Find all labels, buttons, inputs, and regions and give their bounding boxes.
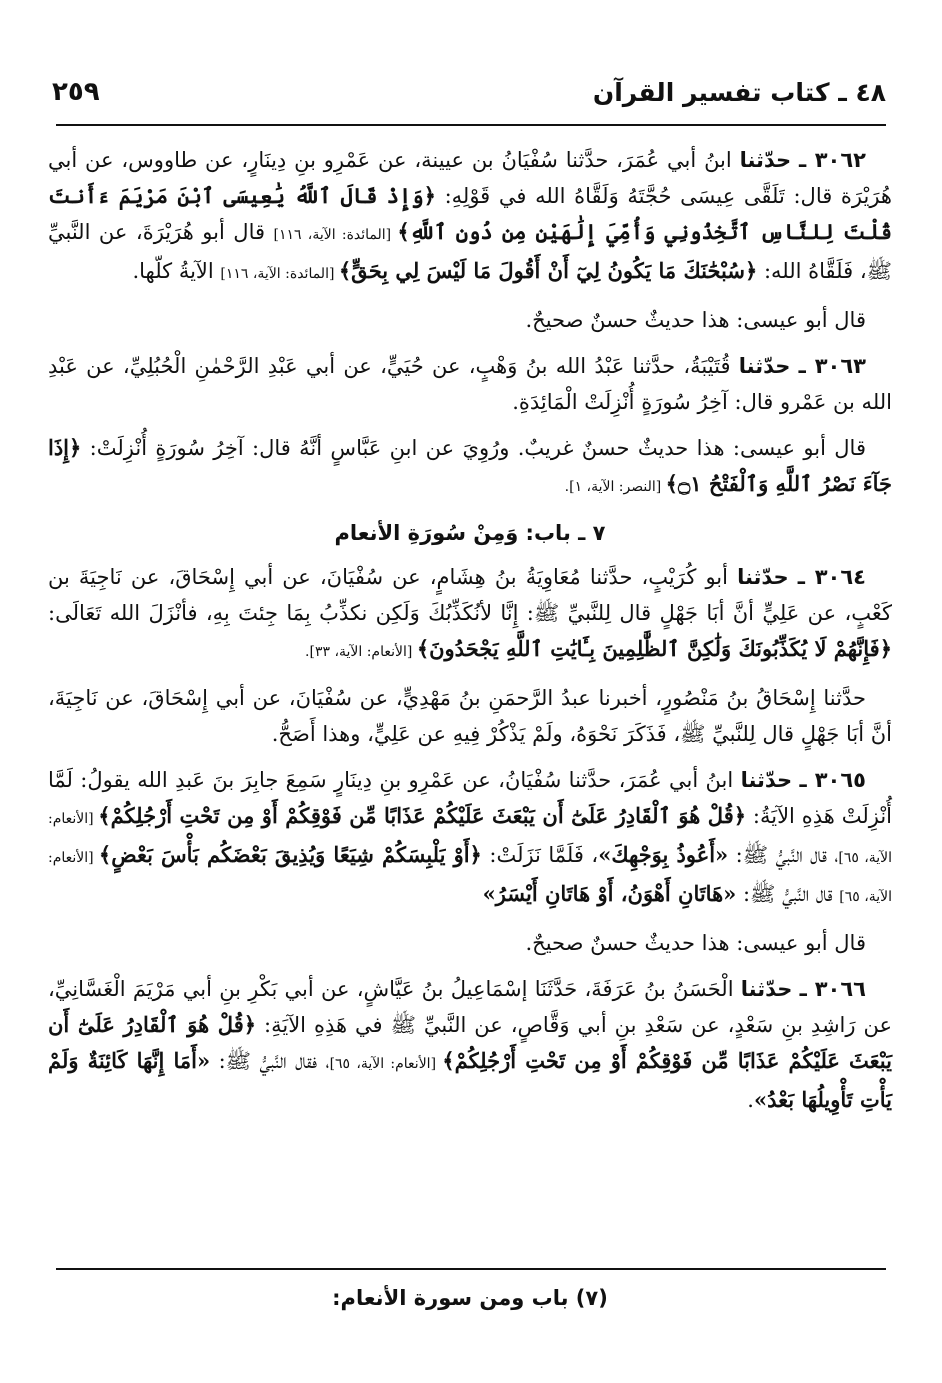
hadith-text: ابنُ أبي عُمَرَ، حدَّثنا سُفْيَانُ، عن عَمْرِو بنِ دِينَارٍ سَمِعَ جابِرَ بنَ عَبدِ الله يقولُ: لَمَّا أُنْزِلَتْ هَذِهِ الآيَةُ:	[48, 768, 892, 828]
quran-verse: ﴿سُبْحَٰنَكَ مَا يَكُونُ لِيٓ أَنْ أَقُولَ مَا لَيْسَ لِي بِحَقٍّ﴾	[338, 258, 758, 283]
hadith-opening: حدّثنا	[740, 768, 793, 792]
hadith-3063	[48, 348, 892, 420]
hadith-text: أبو كُرَيْبٍ، حدَّثنا مُعَاوِيَةُ بنُ هِشَامٍ، عن سُفْيَانَ، عن أبي إِسْحَاقَ، عن نَاجِيَةَ بن كَعْبٍ، عن عَلِيٍّ أنَّ أبَا جَهْلٍ قال لِلنَّبيِّ ﷺ: إِنَّا لأنُكَذِّبُكَ وَلَكِن نكذِّبُ بِمَا جِئتَ بِهِ، فأنْزَلَ الله تَعَالَى:	[48, 565, 892, 625]
hadith-number: ٣٠٦٦ ـ	[799, 977, 866, 1001]
chapter-heading: ٧ ـ باب: وَمِنْ سُورَةِ الأنعام	[334, 521, 606, 545]
quran-verse: ﴿قُلْ هُوَ ٱلْقَادِرُ عَلَىٰٓ أَن يَبْعَثَ عَلَيْكُمْ عَذَابًا مِّن فَوْقِكُمْ أَوْ مِن تَحْتِ أَرْجُلِكُمْ﴾	[98, 803, 747, 828]
hadith-opening: حدّثنا	[737, 565, 789, 589]
verse-reference: [الأنعام: الآية، ٦٥]	[48, 811, 892, 866]
hadith-text: الْحَسَنُ بنُ عَرَفَةَ، حَدَّثَنَا إسْمَاعِيلُ بنُ عَيَّاشٍ، عن أبي بَكْرِ بنِ أبي مَرْيَمَ الْغَسَّانِيِّ، عن رَاشِدِ بنِ سَعْدٍ، عن سَعْدِ بنِ أبي وَقَّاصٍ، عن النَّبيِّ ﷺ في هَذِهِ الآيَةِ:	[48, 977, 893, 1037]
grading-3062: قال أبو عيسى: هذا حديثٌ حسنٌ صحيحٌ.	[525, 308, 866, 332]
verse-reference: [المائدة: الآية، ١١٦]	[220, 266, 339, 282]
hadith-opening: حدّثنا	[739, 148, 792, 172]
verse-reference: [الأنعام: الآية، ٣٣].	[305, 644, 417, 660]
hadith-number: ٣٠٦٥ ـ	[799, 768, 866, 792]
hadith-text: قال النَّبيُّ ﷺ:	[736, 882, 840, 906]
verse-reference: [النصر: الآية، ١].	[564, 479, 666, 495]
hadith-3064	[48, 559, 892, 670]
hadith-opening: حدّثنا	[738, 354, 791, 378]
hadith-text: .	[747, 1088, 754, 1112]
hadith-3064-chain: حدَّثنا إِسْحَاقُ بنُ مَنْصُورٍ، أخبرنا عبدُ الرَّحمَنِ بنُ مَهْدِيٍّ، عن سُفْيَانَ، عن أبي إِسْحَاقَ، عن نَاجِيَةَ، أنَّ أبَا جَهْلٍ قال لِلنَّبيِّ ﷺ، فَذَكَرَ نَحْوَهُ، ولَمْ يَذْكُرْ فِيهِ عن عَلِيٍّ، وهذا أَصَحُّ.	[48, 686, 892, 746]
hadith-text: ، فقال النَّبيُّ ﷺ:	[210, 1049, 330, 1073]
quran-verse: ﴿وَإِذْ قَالَ ٱللَّهُ يَٰعِيسَى ٱبْنَ مَرْيَمَ ءَأَنتَ قُلْتَ لِلنَّاسِ ٱتَّخِذُونِي وَأُمِّيَ إِلَٰهَيْنِ مِن دُونِ ٱللَّهِ﴾	[48, 183, 893, 244]
running-head	[52, 72, 886, 112]
hadith-opening: حدّثنا	[740, 977, 793, 1001]
header-rule	[56, 124, 886, 126]
prophet-saying: «هَاتَانِ أَهْوَنُ، أَوْ هَاتَانِ أَيْسَرُ»	[482, 881, 737, 906]
grading-3065: قال أبو عيسى: هذا حديثٌ حسنٌ صحيحٌ.	[525, 931, 866, 955]
hadith-text: ، قال النَّبيُّ ﷺ:	[728, 843, 839, 867]
hadith-3065	[48, 762, 892, 915]
prophet-saying: «أَمَا إِنَّهَا كَائِنَةٌ وَلَمْ يَأْتِ تَأْوِيلُهَا بَعْدُ»	[48, 1048, 892, 1112]
book-title: ٤٨ ـ كتاب تفسير القرآن	[592, 77, 886, 107]
quran-verse: ﴿فَإِنَّهُمْ لَا يُكَذِّبُونَكَ وَلَٰكِنَّ ٱلظَّٰلِمِينَ بِـَٔايَٰتِ ٱللَّهِ يَجْحَدُونَ﴾	[416, 636, 892, 661]
hadith-text: الآيةُ كلّها.	[132, 259, 221, 283]
hadith-3066	[48, 971, 892, 1118]
quran-verse: ﴿أَوْ يَلْبِسَكُمْ شِيَعًا وَيُذِيقَ بَعْضَكُم بَأْسَ بَعْضٍ﴾	[98, 842, 482, 867]
hadith-number: ٣٠٦٢ ـ	[799, 148, 866, 172]
hadith-text: ، فَلَمَّا نَزَلَتْ:	[481, 843, 599, 867]
quran-verse: ﴿إِذَا جَآءَ نَصْرُ ٱللَّهِ وَٱلْفَتْحُ ۝١﴾	[48, 435, 892, 496]
hadith-text: قال أبو هُرَيْرَةَ، عن النَّبيِّ ﷺ، فَلَقَّاهُ الله:	[48, 220, 892, 283]
grading-3063	[48, 430, 892, 505]
hadith-text: قُتَيْبَةُ، حدَّثنا عَبْدُ الله بنُ وَهْبٍ، عن حُيَيٍّ، عن أبي عَبْدِ الرَّحْمٰنِ الْحُبُلِيِّ، عن عَبْدِ الله بن عَمْرو قال: آخِرُ سُورَةٍ أُنْزِلَتْ الْمَائِدَةِ.	[48, 354, 892, 414]
verse-reference: [الأنعام: الآية، ٦٥]	[329, 1056, 443, 1072]
hadith-3062	[48, 142, 892, 292]
page-number: ٢٥٩	[52, 77, 100, 107]
prophet-saying: «أَعُوذُ بِوَجْهِكَ»	[598, 842, 729, 867]
main-text	[48, 142, 892, 1128]
footnote: (٧) باب ومن سورة الأنعام:	[332, 1286, 608, 1310]
hadith-number: ٣٠٦٤ ـ	[797, 565, 866, 589]
footnote-rule	[56, 1268, 886, 1270]
verse-reference: [الأنعام: الآية، ٦٥]	[48, 850, 892, 905]
verse-reference: [المائدة: الآية، ١١٦]	[273, 227, 398, 243]
grading-text: قال أبو عيسى: هذا حديثٌ حسنٌ غريبٌ. ورُوِيَ عن ابنِ عَبَّاسٍ أنَّهُ قال: آخِرُ سُورَةٍ أُنْزِلَتْ:	[81, 436, 866, 460]
quran-verse: ﴿قُلْ هُوَ ٱلْقَادِرُ عَلَىٰٓ أَن يَبْعَثَ عَلَيْكُمْ عَذَابًا مِّن فَوْقِكُمْ أَوْ مِن تَحْتِ أَرْجُلِكُمْ﴾	[48, 1012, 892, 1073]
hadith-number: ٣٠٦٣ ـ	[798, 354, 866, 378]
hadith-text: ابنُ أبي عُمَرَ، حدَّثنا سُفْيَانُ بن عيينة، عن عَمْرِو بنِ دِينَارٍ، عن طاووس، عن أبي هُرَيْرَة قال: تَلَقَّى عِيسَى حُجَّتَهُ وَلَقَّاهُ الله في قَوْلِهِ:	[48, 148, 893, 208]
